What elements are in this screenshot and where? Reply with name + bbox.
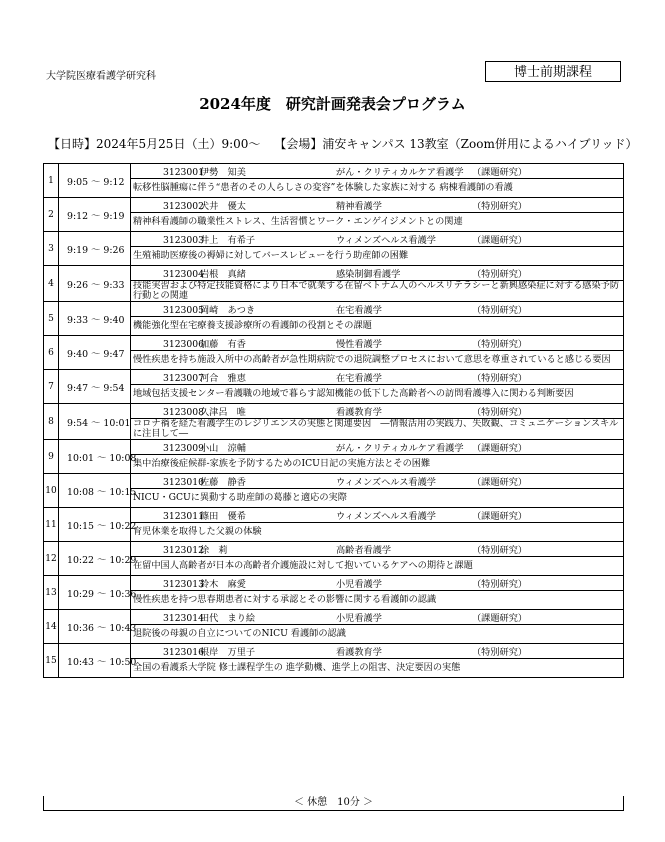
student-name: 小山 涼輔 <box>200 443 246 454</box>
row-number: 9 <box>44 440 59 474</box>
research-category: （課題研究） <box>472 235 528 246</box>
table-row-topic <box>44 281 624 302</box>
time-slot: 10:08 ～ 10:15 <box>59 474 131 508</box>
time-slot: 10:15 ～ 10:22 <box>59 508 131 542</box>
research-category: （特別研究） <box>472 545 528 556</box>
research-field: ウィメンズヘルス看護学 <box>336 511 436 522</box>
table-row <box>44 336 624 351</box>
row-number: 4 <box>44 266 59 302</box>
research-topic: 在留中国人高齢者が日本の高齢者介護施設に対して抱いているケアへの期待と課題 <box>131 557 624 576</box>
time-slot: 10:01 ～ 10:08 <box>59 440 131 474</box>
research-field: 在宅看護学 <box>336 305 382 316</box>
table-row-topic <box>44 419 624 440</box>
presenter-info <box>131 542 624 557</box>
student-name: 伊勢 知美 <box>200 167 246 178</box>
research-category: （課題研究） <box>472 613 528 624</box>
research-field: 在宅看護学 <box>336 373 382 384</box>
presenter-info <box>131 164 624 179</box>
research-topic: 慢性疾患を持ち施設入所中の高齢者が急性期病院での退院調整プロセスにおいて意思を尊重されていると感じる要因 <box>131 351 624 370</box>
research-category: （特別研究） <box>472 305 528 316</box>
time-slot: 9:05 ～ 9:12 <box>59 164 131 198</box>
research-category: （特別研究） <box>472 373 528 384</box>
row-number: 6 <box>44 336 59 370</box>
student-id: 3123005 <box>163 305 204 316</box>
research-field: 感染制御看護学 <box>336 269 401 280</box>
research-field: がん・クリティカルケア看護学 <box>336 443 464 454</box>
student-id: 3123003 <box>163 235 204 246</box>
row-number: 10 <box>44 474 59 508</box>
presenter-info <box>131 644 624 659</box>
row-number: 7 <box>44 370 59 404</box>
research-topic: 退院後の母親の自立についてのNICU 看護師の認識 <box>131 625 624 644</box>
row-number: 2 <box>44 198 59 232</box>
presenter-info <box>131 370 624 385</box>
research-field: ウィメンズヘルス看護学 <box>336 235 436 246</box>
break-label: ＜ 休憩 10分 ＞ <box>43 796 624 811</box>
research-category: （特別研究） <box>472 579 528 590</box>
student-id: 3123010 <box>163 477 204 488</box>
table-row-topic <box>44 317 624 336</box>
student-name: 河合 雅恵 <box>200 373 246 384</box>
research-category: （特別研究） <box>472 269 528 280</box>
student-id: 3123002 <box>163 201 204 212</box>
student-id: 3123012 <box>163 545 204 556</box>
table-row <box>44 508 624 523</box>
table-row-topic <box>44 179 624 198</box>
presenter-info <box>131 440 624 455</box>
table-row-topic <box>44 247 624 266</box>
student-name: 犬井 優太 <box>200 201 246 212</box>
research-topic: 育児休業を取得した父親の体験 <box>131 523 624 542</box>
student-name: 佐藤 静香 <box>200 477 246 488</box>
table-row-topic <box>44 213 624 232</box>
row-number: 5 <box>44 302 59 336</box>
time-slot: 10:22 ～ 10:29 <box>59 542 131 576</box>
research-topic: 生殖補助医療後の褥婦に対してバースレビューを行う助産師の困難 <box>131 247 624 266</box>
row-number: 11 <box>44 508 59 542</box>
research-topic: コロナ禍を経た看護学生のレジリエンスの実態と関連要因 ―情報活用の実践力、失敗観、コミュニケーションスキルに注目して― <box>131 419 624 440</box>
student-name: 徐 莉 <box>200 545 228 556</box>
research-topic: 慢性疾患を持つ思春期患者に対する承認とその影響に関する看護師の認識 <box>131 591 624 610</box>
research-topic: 集中治療後症候群-家族を予防するためのICU日記の実施方法とその困難 <box>131 455 624 474</box>
student-name: 加藤 有香 <box>200 339 246 350</box>
table-row <box>44 164 624 179</box>
time-slot: 9:19 ～ 9:26 <box>59 232 131 266</box>
student-name: 根岸 万里子 <box>200 647 256 658</box>
student-name: 岡崎 あつき <box>200 305 256 316</box>
presenter-info <box>131 232 624 247</box>
table-row <box>44 610 624 625</box>
row-number: 12 <box>44 542 59 576</box>
table-row <box>44 266 624 281</box>
time-slot: 9:33 ～ 9:40 <box>59 302 131 336</box>
research-category: （課題研究） <box>472 477 528 488</box>
table-row <box>44 198 624 213</box>
presenter-info <box>131 302 624 317</box>
research-category: （課題研究） <box>472 443 528 454</box>
table-row-topic <box>44 351 624 370</box>
program-table <box>43 163 624 678</box>
presenter-info <box>131 474 624 489</box>
research-field: 慢性看護学 <box>336 339 382 350</box>
table-row-topic <box>44 385 624 404</box>
time-slot: 9:26 ～ 9:33 <box>59 266 131 302</box>
student-id: 3123013 <box>163 579 204 590</box>
student-id: 3123008 <box>163 407 204 418</box>
research-topic: 機能強化型在宅療養支援診療所の看護師の役割とその課題 <box>131 317 624 336</box>
time-slot: 9:54 ～ 10:01 <box>59 404 131 440</box>
table-row <box>44 474 624 489</box>
table-row <box>44 576 624 591</box>
student-name: 井上 有希子 <box>200 235 256 246</box>
research-category: （特別研究） <box>472 201 528 212</box>
student-name: 久津呂 唯 <box>200 407 246 418</box>
department-name: 大学院医療看護学研究科 <box>46 71 156 82</box>
research-topic: NICU・GCUに異動する助産師の葛藤と適応の実際 <box>131 489 624 508</box>
row-number: 1 <box>44 164 59 198</box>
research-category: （特別研究） <box>472 339 528 350</box>
time-slot: 10:43 ～ 10:50 <box>59 644 131 678</box>
research-field: ウィメンズヘルス看護学 <box>336 477 436 488</box>
presenter-info <box>131 404 624 419</box>
time-slot: 9:40 ～ 9:47 <box>59 336 131 370</box>
time-slot: 10:36 ～ 10:43 <box>59 610 131 644</box>
research-field: 看護教育学 <box>336 407 382 418</box>
student-id: 3123009 <box>163 443 204 454</box>
table-row <box>44 232 624 247</box>
course-badge: 博士前期課程 <box>485 61 621 82</box>
row-number: 13 <box>44 576 59 610</box>
row-number: 3 <box>44 232 59 266</box>
time-slot: 9:12 ～ 9:19 <box>59 198 131 232</box>
student-name: 鈴木 麻愛 <box>200 579 246 590</box>
table-row <box>44 404 624 419</box>
research-topic: 転移性脳腫瘍に伴う“患者のその人らしさの変容”を体験した家族に対する 病棟看護師の看護 <box>131 179 624 198</box>
research-field: 小児看護学 <box>336 613 382 624</box>
research-category: （課題研究） <box>472 511 528 522</box>
research-topic: 精神科看護師の職業性ストレス、生活習慣とワーク・エンゲイジメントとの関連 <box>131 213 624 232</box>
row-number: 14 <box>44 610 59 644</box>
student-id: 3123014 <box>163 613 204 624</box>
presenter-info <box>131 610 624 625</box>
table-row <box>44 644 624 659</box>
row-number: 8 <box>44 404 59 440</box>
table-row <box>44 302 624 317</box>
research-topic: 地域包括支援センター看護職の地域で暮らす認知機能の低下した高齢者への訪問看護導入に関わる判断要因 <box>131 385 624 404</box>
event-venue: 【会場】浦安キャンパス 13教室（Zoom併用によるハイブリッド） <box>274 137 638 151</box>
research-field: 小児看護学 <box>336 579 382 590</box>
research-category: （特別研究） <box>472 407 528 418</box>
research-topic: 技能実習および特定技能資格により日本で就業する在留ベトナム人のヘルスリテラシーと新興感染症に対する感染予防行動との関連 <box>131 281 624 302</box>
time-slot: 9:47 ～ 9:54 <box>59 370 131 404</box>
table-row <box>44 542 624 557</box>
table-row <box>44 370 624 385</box>
presenter-info <box>131 576 624 591</box>
time-slot: 10:29 ～ 10:36 <box>59 576 131 610</box>
research-field: 高齢者看護学 <box>336 545 392 556</box>
research-field: 看護教育学 <box>336 647 382 658</box>
row-number: 15 <box>44 644 59 678</box>
student-id: 3123007 <box>163 373 204 384</box>
student-id: 3123016 <box>163 647 204 658</box>
page-title: 2024年度 研究計画発表会プログラム <box>199 95 466 113</box>
student-id: 3123006 <box>163 339 204 350</box>
research-field: がん・クリティカルケア看護学 <box>336 167 464 178</box>
presenter-info <box>131 198 624 213</box>
presenter-info <box>131 508 624 523</box>
presenter-info <box>131 266 624 281</box>
research-category: （特別研究） <box>472 647 528 658</box>
student-name: 岩根 真緒 <box>200 269 246 280</box>
student-name: 篠田 優希 <box>200 511 246 522</box>
student-id: 3123004 <box>163 269 204 280</box>
event-info <box>48 135 638 152</box>
student-id: 3123011 <box>163 511 204 522</box>
research-topic: 全国の看護系大学院 修士課程学生の 進学動機、進学上の阻害、決定要因の実態 <box>131 659 624 678</box>
event-datetime: 【日時】2024年5月25日（土）9:00～ <box>48 137 261 151</box>
research-field: 精神看護学 <box>336 201 382 212</box>
research-category: （課題研究） <box>472 167 528 178</box>
presenter-info <box>131 336 624 351</box>
student-name: 田代 まり絵 <box>200 613 256 624</box>
student-id: 3123001 <box>163 167 204 178</box>
table-row <box>44 440 624 455</box>
